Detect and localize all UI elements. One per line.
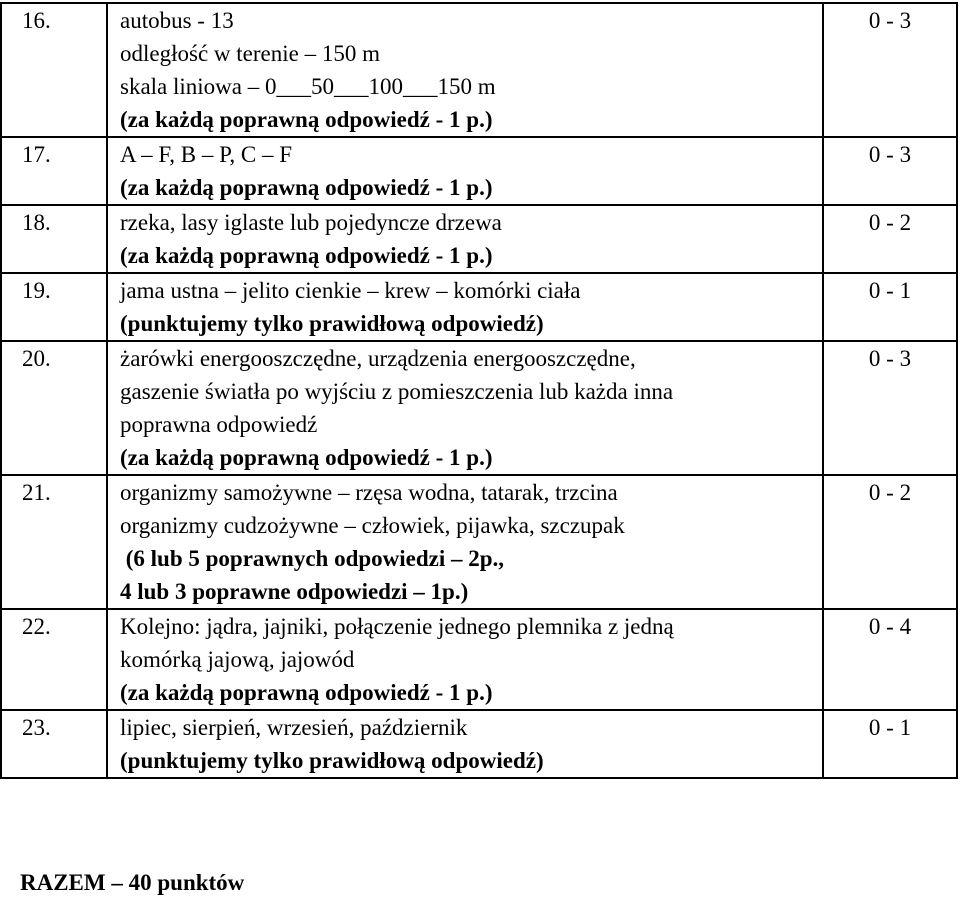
task-number: 23.: [1, 710, 107, 778]
answer-content: [107, 137, 823, 205]
table-row: [1, 341, 957, 475]
answer-line: rzeka, lasy iglaste lub pojedyncze drzewa: [120, 210, 502, 235]
table-row: [1, 710, 957, 778]
answer-key-table: [0, 2, 958, 779]
answer-line: Kolejno: jądra, jajniki, połączenie jednego plemnika z jedną: [120, 614, 674, 639]
total-points: RAZEM – 40 punktów: [20, 870, 245, 895]
task-number: 17.: [1, 137, 107, 205]
points-range: 0 - 4: [823, 609, 957, 710]
points-range: 0 - 2: [823, 205, 957, 273]
table-row: [1, 475, 957, 609]
scoring-rule-line: 4 lub 3 poprawne odpowiedzi – 1p.): [120, 579, 469, 604]
points-range: 0 - 1: [823, 710, 957, 778]
scoring-rule-line: (za każdą poprawną odpowiedź - 1 p.): [120, 175, 493, 200]
answer-content: [107, 273, 823, 341]
points-range: 0 - 3: [823, 341, 957, 475]
points-range: 0 - 3: [823, 3, 957, 137]
task-number: 19.: [1, 273, 107, 341]
points-range: 0 - 1: [823, 273, 957, 341]
answer-content: [107, 3, 823, 137]
scoring-rule-line: (za każdą poprawną odpowiedź - 1 p.): [120, 107, 493, 132]
answer-content: [107, 341, 823, 475]
task-number: 21.: [1, 475, 107, 609]
table-row: [1, 609, 957, 710]
points-range: 0 - 2: [823, 475, 957, 609]
task-number: 22.: [1, 609, 107, 710]
scoring-rule-line: (punktujemy tylko prawidłową odpowiedź): [120, 748, 544, 773]
answer-content: [107, 205, 823, 273]
answer-line: organizmy samożywne – rzęsa wodna, tatarak, trzcina: [120, 480, 618, 505]
answer-content: [107, 609, 823, 710]
answer-line: organizmy cudzożywne – człowiek, pijawka, szczupak: [120, 513, 625, 538]
scoring-rule-line: (za każdą poprawną odpowiedź - 1 p.): [120, 445, 493, 470]
table-row: [1, 3, 957, 137]
scoring-rule-line: (za każdą poprawną odpowiedź - 1 p.): [120, 243, 493, 268]
points-range: 0 - 3: [823, 137, 957, 205]
scoring-rule-line: (punktujemy tylko prawidłową odpowiedź): [120, 311, 544, 336]
task-number: 16.: [1, 3, 107, 137]
answer-line: poprawna odpowiedź: [120, 412, 318, 437]
answer-line: komórką jajową, jajowód: [120, 647, 355, 672]
answer-line: A – F, B – P, C – F: [120, 142, 293, 167]
table-row: [1, 273, 957, 341]
answer-line: gaszenie światła po wyjściu z pomieszczenia lub każda inna: [120, 379, 674, 404]
table-row: [1, 205, 957, 273]
answer-line: autobus - 13: [120, 8, 234, 33]
scoring-rule-line: (6 lub 5 poprawnych odpowiedzi – 2p.,: [120, 546, 505, 571]
answer-line: jama ustna – jelito cienkie – krew – komórki ciała: [120, 278, 581, 303]
answer-content: [107, 710, 823, 778]
answer-line: odległość w terenie – 150 m: [120, 41, 380, 66]
answer-line: lipiec, sierpień, wrzesień, październik: [120, 715, 468, 740]
table-row: [1, 137, 957, 205]
answer-content: [107, 475, 823, 609]
scoring-rule-line: (za każdą poprawną odpowiedź - 1 p.): [120, 680, 493, 705]
answer-key-rows: [1, 3, 957, 778]
task-number: 18.: [1, 205, 107, 273]
task-number: 20.: [1, 341, 107, 475]
answer-line: skala liniowa – 0___50___100___150 m: [120, 74, 496, 99]
answer-line: żarówki energooszczędne, urządzenia energooszczędne,: [120, 346, 636, 371]
